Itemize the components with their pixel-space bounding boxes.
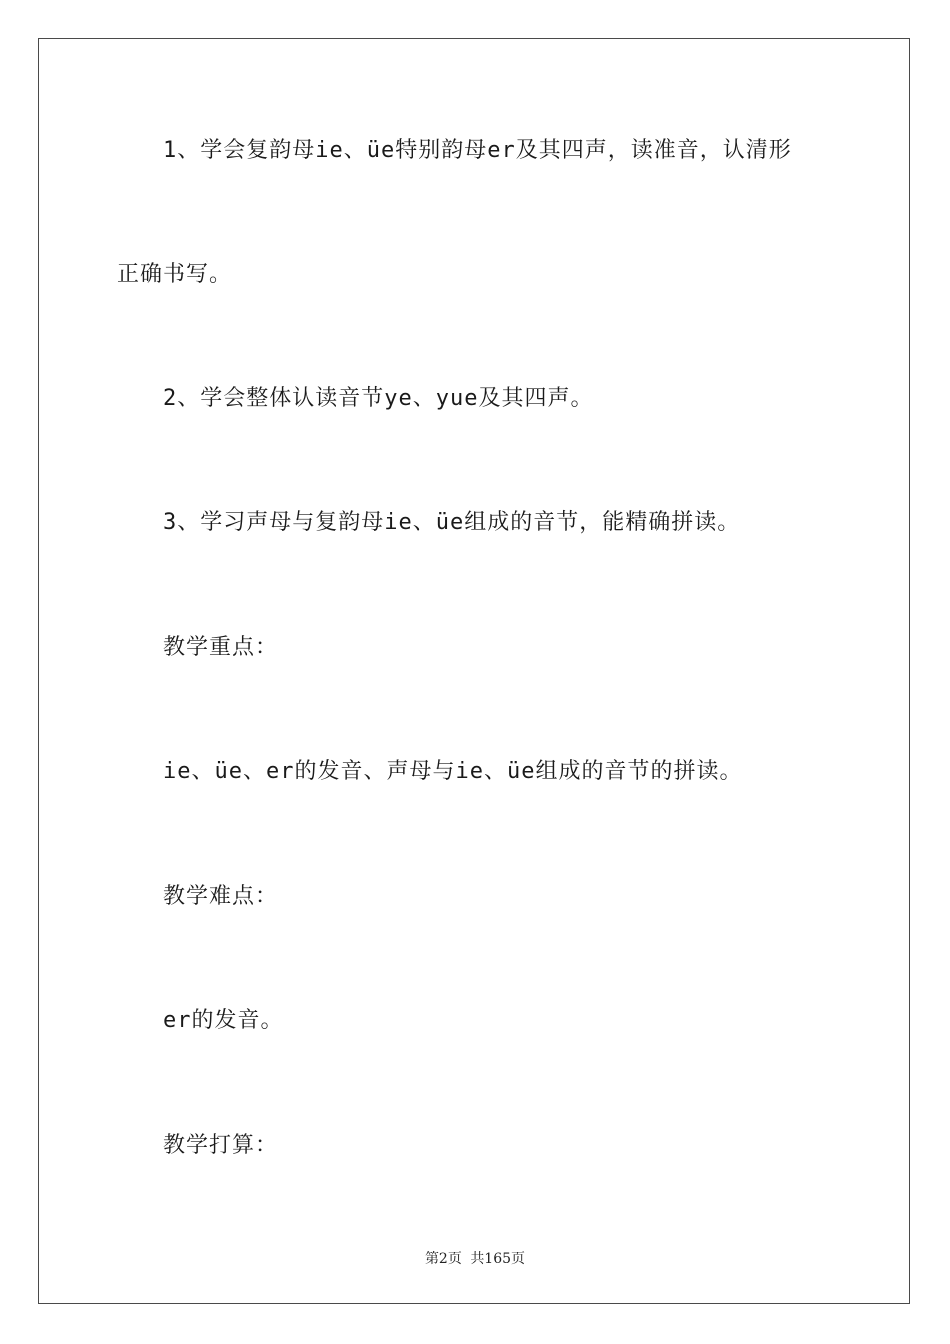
key-points-heading: 教学重点：	[163, 635, 279, 660]
page-footer	[0, 1248, 950, 1268]
page-number: 第2页	[424, 1251, 462, 1267]
page-border	[38, 38, 910, 1304]
objective-1-line-1: 1、学会复韵母ie、üe特别韵母er及其四声，读准音，认清形	[163, 138, 792, 163]
objective-1-line-2: 正确书写。	[117, 262, 233, 287]
difficulties-heading: 教学难点：	[163, 884, 279, 909]
objective-2: 2、学会整体认读音节ye、yue及其四声。	[163, 386, 594, 411]
page-total: 共165页	[470, 1251, 526, 1267]
teaching-plan-heading: 教学打算：	[163, 1133, 279, 1158]
key-points-text: ie、üe、er的发音、声母与ie、üe组成的音节的拼读。	[163, 759, 743, 784]
objective-3: 3、学习声母与复韵母ie、üe组成的音节，能精确拼读。	[163, 510, 741, 535]
difficulties-text: er的发音。	[163, 1008, 284, 1033]
